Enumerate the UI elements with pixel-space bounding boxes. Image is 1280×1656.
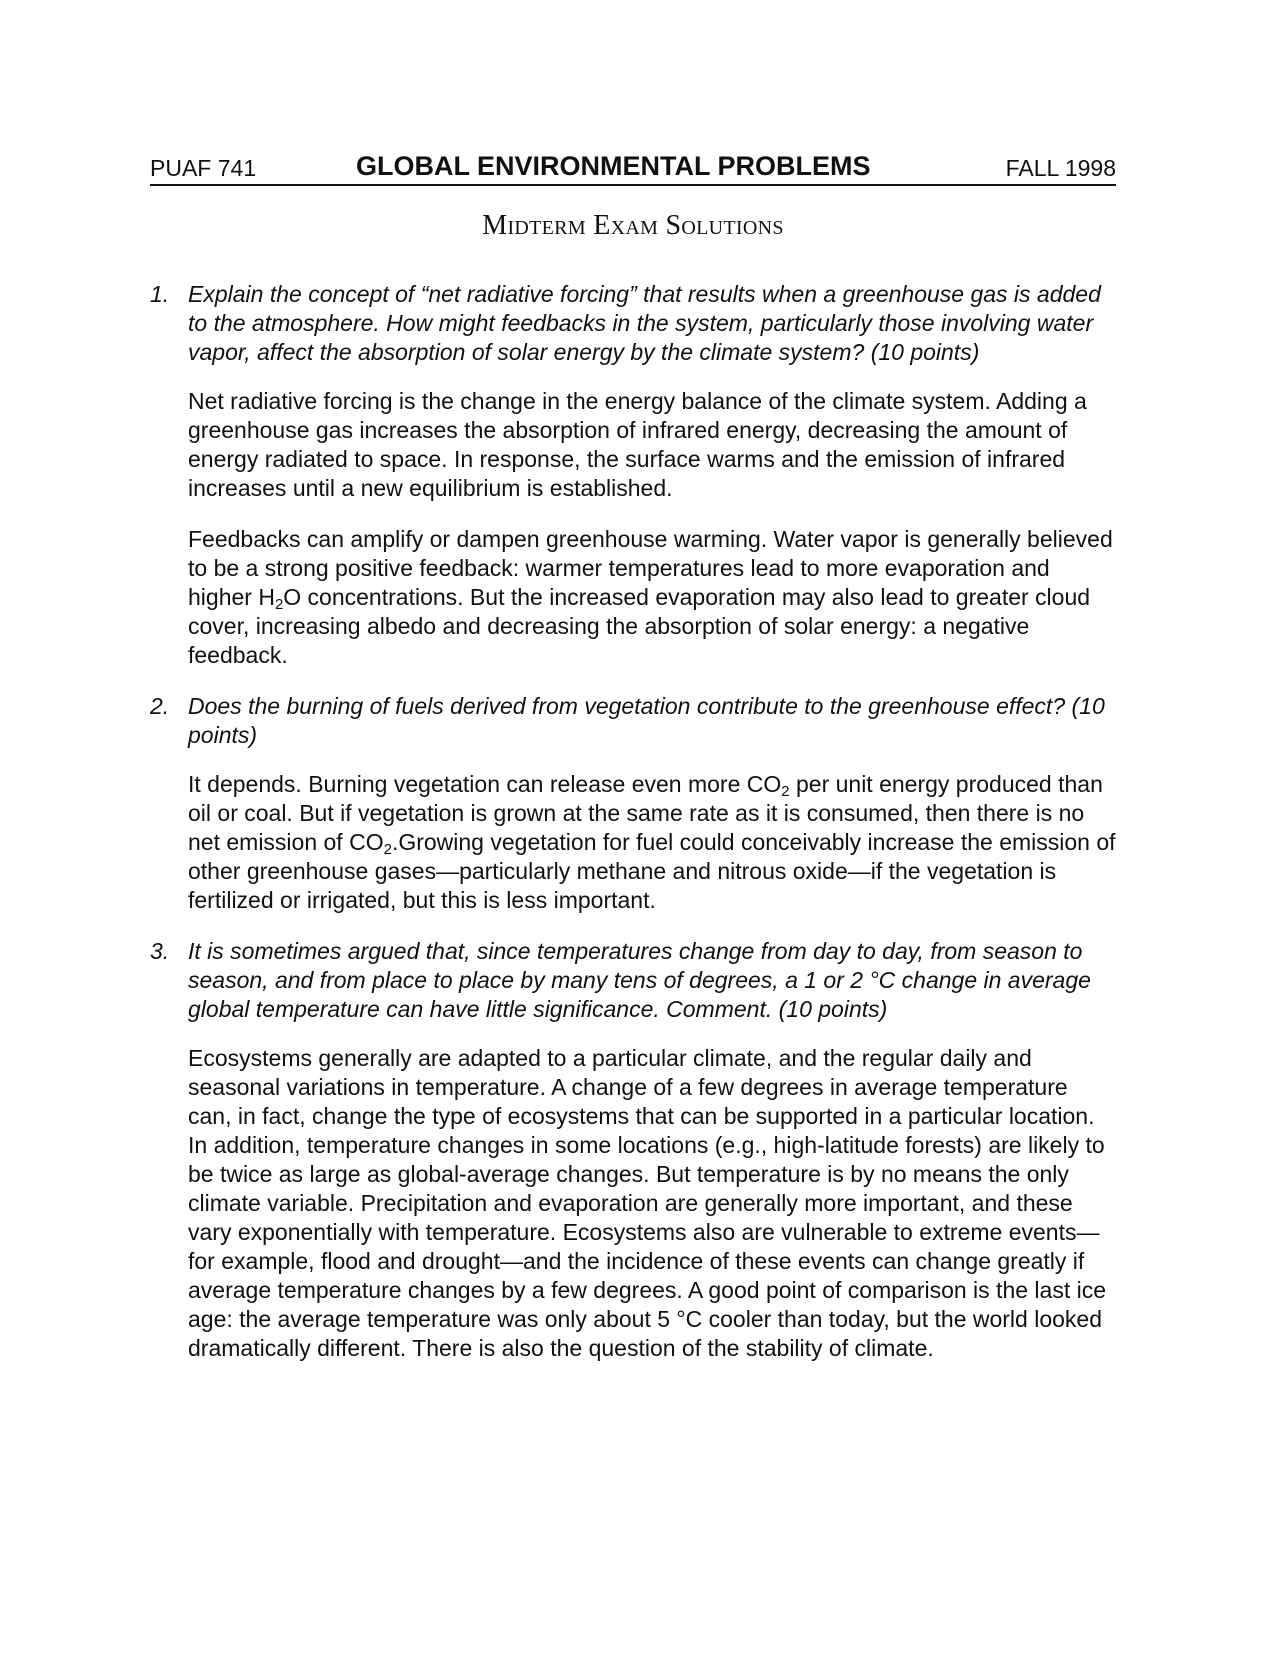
course-code: PUAF 741 xyxy=(150,155,257,181)
answer-text: per unit energy produced than oil or coal. But if vegetation is grown at the same rate as it is consumed, then there is no net emission of CO xyxy=(188,771,1103,855)
answer-1-paragraph-2 xyxy=(150,525,1116,670)
question-number: 3. xyxy=(150,938,170,964)
question-2 xyxy=(150,692,1116,750)
question-text: Explain the concept of “net radiative forcing” that results when a greenhouse gas is added to the atmosphere. How might feedbacks in the system, particularly those involving water vapor, affect the absorption of solar energy by the climate system? (10 points) xyxy=(188,281,1101,365)
question-number: 2. xyxy=(150,693,170,719)
subscript: 2 xyxy=(383,841,392,858)
answer-text: Feedbacks can amplify or dampen greenhouse warming. Water vapor is generally believed to be a strong positive feedback: warmer temperatures lead to more evaporation and higher H xyxy=(188,526,1113,610)
question-1 xyxy=(150,280,1116,367)
page-title: Midterm Exam Solutions xyxy=(482,210,784,241)
answer-text: O concentrations. But the increased evaporation may also lead to greater cloud cover, increasing albedo and decreasing the absorption of solar energy: a negative feedback. xyxy=(188,584,1091,668)
exam-content xyxy=(150,280,1116,1385)
answer-text: It depends. Burning vegetation can release even more CO xyxy=(188,771,782,797)
answer-3-paragraph: Ecosystems generally are adapted to a particular climate, and the regular daily and seasonal variations in temperature. A change of a few degrees in average temperature can, in fact, change the type of ecosystems that can be supported in a particular location. In addition, temperature changes in some locations (e.g., high-latitude forests) are likely to be twice as large as global-average changes. But temperature is by no means the only climate variable. Precipitation and evaporation are generally more important, and these vary exponentially with temperature. Ecosystems also are vulnerable to extreme events—for example, flood and drought—and the incidence of these events can change greatly if average temperature changes by a few degrees. A good point of comparison is the last ice age: the average temperature was only about 5 °C cooler than today, but the world looked dramatically different. There is also the question of the stability of climate. xyxy=(188,1045,1107,1361)
subscript: 2 xyxy=(274,596,284,613)
question-text: Does the burning of fuels derived from vegetation contribute to the greenhouse effect? (10 points) xyxy=(188,693,1105,748)
course-title: GLOBAL ENVIRONMENTAL PROBLEMS xyxy=(356,151,871,181)
subscript: 2 xyxy=(781,783,790,800)
term-label: FALL 1998 xyxy=(1005,155,1116,181)
answer-text: .Growing vegetation for fuel could conceivably increase the emission of other greenhouse gases—particularly methane and nitrous oxide—if the vegetation is fertilized or irrigated, but this is less important. xyxy=(188,829,1116,913)
question-text: It is sometimes argued that, since temperatures change from day to day, from season to season, and from place to place by many tens of degrees, a 1 or 2 °C change in average global temperature can have little significance. Comment. (10 points) xyxy=(188,938,1091,1022)
question-3 xyxy=(150,937,1116,1024)
document-header xyxy=(150,150,1116,186)
answer-1-paragraph-1: Net radiative forcing is the change in the energy balance of the climate system. Adding a greenhouse gas increases the absorption of infrared energy, decreasing the amount of energy radiated to space. In response, the surface warms and the emission of infrared increases until a new equilibrium is established. xyxy=(188,388,1087,501)
question-number: 1. xyxy=(150,281,170,307)
answer-2-paragraph xyxy=(150,770,1116,915)
